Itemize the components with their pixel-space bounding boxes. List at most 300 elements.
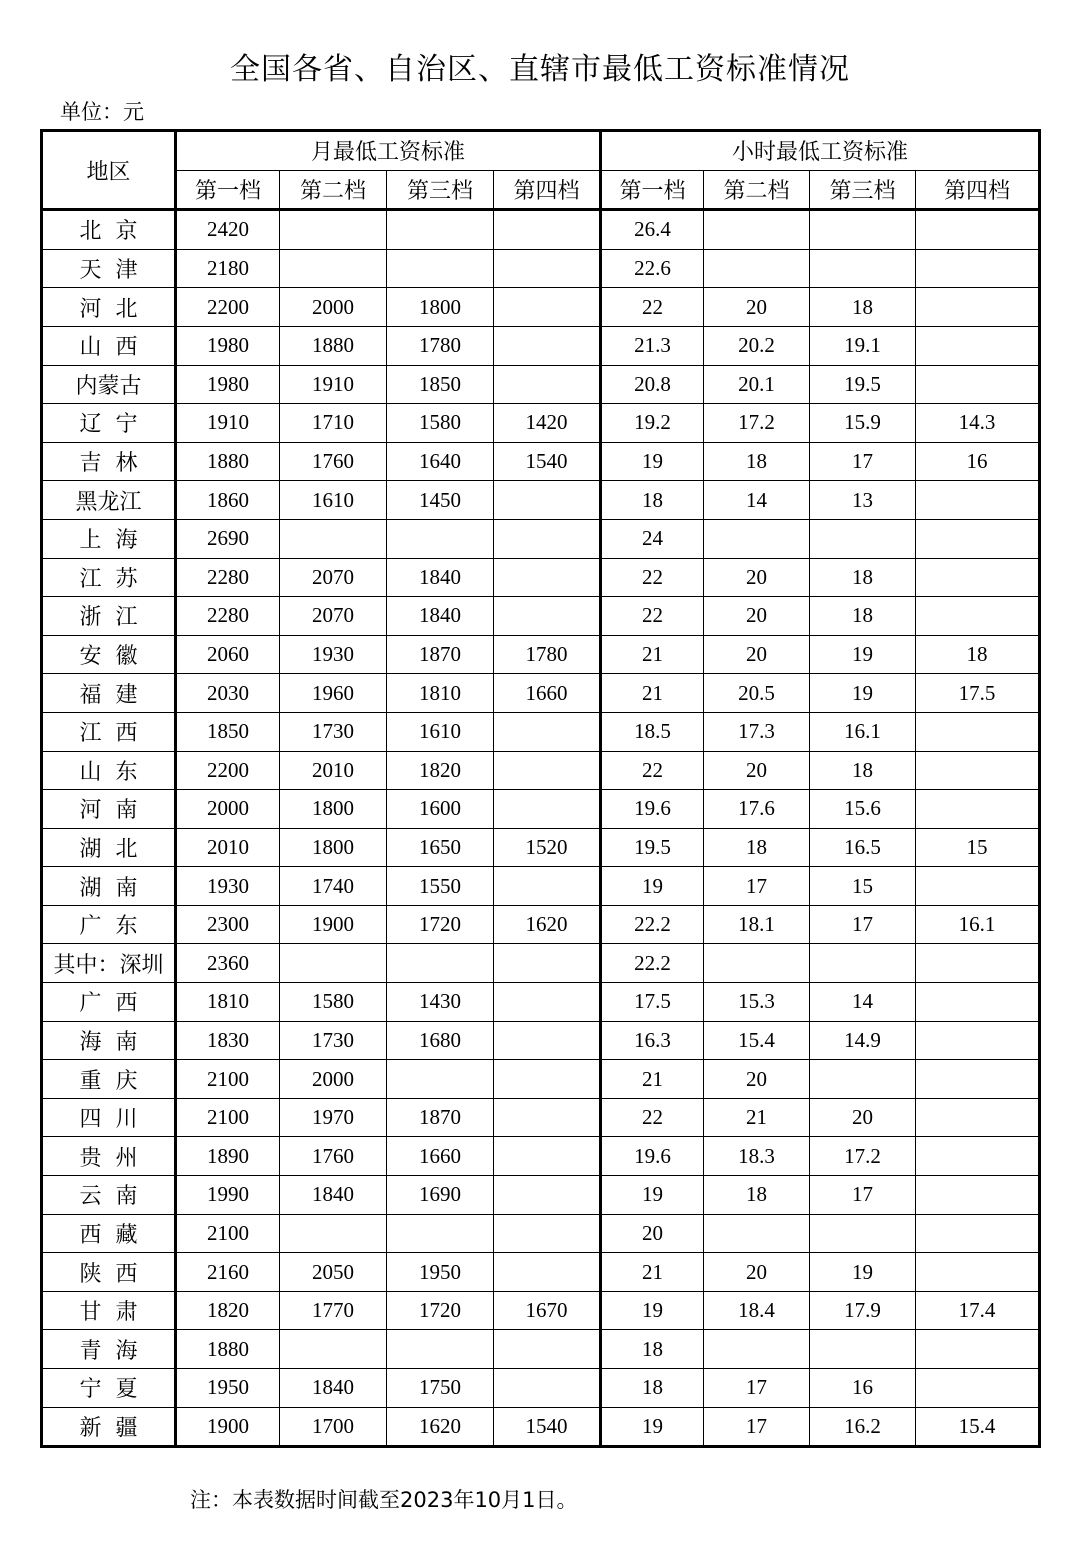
monthly-value-cell: 2280: [176, 558, 280, 597]
monthly-value-cell: [494, 1330, 601, 1369]
monthly-value-cell: 1910: [280, 365, 387, 404]
hourly-value-cell: 17.2: [704, 404, 810, 443]
hourly-value-cell: 20.8: [601, 365, 704, 404]
monthly-value-cell: 1880: [176, 442, 280, 481]
hourly-value-cell: 15: [810, 867, 916, 906]
table-row: [42, 1021, 1040, 1060]
hourly-value-cell: 19.5: [810, 365, 916, 404]
monthly-value-cell: 1760: [280, 1137, 387, 1176]
header-row-groups: [42, 131, 1040, 171]
monthly-value-cell: [494, 597, 601, 636]
hourly-value-cell: [810, 1330, 916, 1369]
monthly-value-cell: 2420: [176, 210, 280, 250]
hourly-value-cell: 20: [704, 1253, 810, 1292]
table-row: [42, 1060, 1040, 1099]
hourly-value-cell: 18: [704, 442, 810, 481]
monthly-value-cell: [387, 519, 494, 558]
hourly-value-cell: 18.4: [704, 1291, 810, 1330]
table-row: [42, 404, 1040, 443]
monthly-value-cell: 1810: [387, 674, 494, 713]
footnote: 注：本表数据时间截至2023年10月1日。: [190, 1488, 578, 1512]
hourly-value-cell: [916, 983, 1040, 1022]
monthly-value-cell: [387, 249, 494, 288]
monthly-value-cell: 1820: [176, 1291, 280, 1330]
hourly-value-cell: 16.1: [810, 712, 916, 751]
monthly-value-cell: [494, 519, 601, 558]
table-row: [42, 1214, 1040, 1253]
monthly-value-cell: [280, 1330, 387, 1369]
monthly-value-cell: [280, 249, 387, 288]
monthly-value-cell: 1880: [176, 1330, 280, 1369]
hourly-tier-3: 第三档: [810, 170, 916, 210]
monthly-value-cell: [494, 326, 601, 365]
hourly-value-cell: 24: [601, 519, 704, 558]
monthly-value-cell: 2060: [176, 635, 280, 674]
monthly-value-cell: 2030: [176, 674, 280, 713]
monthly-value-cell: 2010: [176, 828, 280, 867]
monthly-value-cell: 1950: [387, 1253, 494, 1292]
hourly-value-cell: 17.2: [810, 1137, 916, 1176]
hourly-tier-2: 第二档: [704, 170, 810, 210]
table-row: [42, 558, 1040, 597]
hourly-value-cell: [810, 210, 916, 250]
monthly-value-cell: 1850: [176, 712, 280, 751]
hourly-value-cell: 22.6: [601, 249, 704, 288]
monthly-value-cell: 1780: [494, 635, 601, 674]
monthly-value-cell: 1620: [494, 905, 601, 944]
monthly-value-cell: 1760: [280, 442, 387, 481]
region-cell: 云 南: [42, 1176, 176, 1215]
hourly-value-cell: 15: [916, 828, 1040, 867]
hourly-value-cell: 16.5: [810, 828, 916, 867]
region-cell: 吉 林: [42, 442, 176, 481]
hourly-value-cell: 17: [810, 905, 916, 944]
monthly-value-cell: 1520: [494, 828, 601, 867]
region-cell: 其中：深圳: [42, 944, 176, 983]
hourly-value-cell: 15.4: [704, 1021, 810, 1060]
monthly-value-cell: 1660: [387, 1137, 494, 1176]
table-row: [42, 288, 1040, 327]
table-row: [42, 1098, 1040, 1137]
monthly-value-cell: [494, 558, 601, 597]
region-cell: 河 南: [42, 790, 176, 829]
region-cell: 广 西: [42, 983, 176, 1022]
hourly-value-cell: 20: [704, 288, 810, 327]
hourly-value-cell: 18: [810, 558, 916, 597]
hourly-header: 小时最低工资标准: [601, 131, 1040, 171]
monthly-value-cell: 1620: [387, 1407, 494, 1447]
monthly-value-cell: 2180: [176, 249, 280, 288]
monthly-value-cell: 1730: [280, 712, 387, 751]
monthly-value-cell: 1970: [280, 1098, 387, 1137]
monthly-value-cell: 1800: [387, 288, 494, 327]
region-cell: 湖 北: [42, 828, 176, 867]
table-row: [42, 442, 1040, 481]
hourly-value-cell: [704, 249, 810, 288]
region-cell: 广 东: [42, 905, 176, 944]
table-row: [42, 326, 1040, 365]
unit-label: 单位：元: [60, 100, 144, 124]
monthly-value-cell: 1660: [494, 674, 601, 713]
monthly-value-cell: [494, 944, 601, 983]
monthly-value-cell: [280, 944, 387, 983]
monthly-value-cell: 1700: [280, 1407, 387, 1447]
monthly-value-cell: 1650: [387, 828, 494, 867]
header-row-tiers: [42, 170, 1040, 210]
hourly-value-cell: 17.4: [916, 1291, 1040, 1330]
hourly-value-cell: 14: [704, 481, 810, 520]
table-row: [42, 867, 1040, 906]
hourly-value-cell: [916, 365, 1040, 404]
monthly-value-cell: 2000: [280, 1060, 387, 1099]
region-cell: 湖 南: [42, 867, 176, 906]
table-row: [42, 1330, 1040, 1369]
hourly-value-cell: 22: [601, 1098, 704, 1137]
hourly-value-cell: 17.5: [916, 674, 1040, 713]
monthly-value-cell: [494, 1369, 601, 1408]
monthly-value-cell: 1800: [280, 790, 387, 829]
hourly-value-cell: 19: [601, 867, 704, 906]
hourly-value-cell: 18: [916, 635, 1040, 674]
monthly-value-cell: 2070: [280, 597, 387, 636]
region-cell: 重 庆: [42, 1060, 176, 1099]
monthly-value-cell: 2010: [280, 751, 387, 790]
hourly-value-cell: 18.1: [704, 905, 810, 944]
monthly-value-cell: 2100: [176, 1098, 280, 1137]
monthly-value-cell: 1870: [387, 1098, 494, 1137]
monthly-value-cell: 1600: [387, 790, 494, 829]
monthly-tier-4: 第四档: [494, 170, 601, 210]
hourly-value-cell: 21: [601, 635, 704, 674]
monthly-value-cell: 1750: [387, 1369, 494, 1408]
hourly-value-cell: 19: [810, 674, 916, 713]
hourly-value-cell: [916, 288, 1040, 327]
monthly-value-cell: 2000: [176, 790, 280, 829]
monthly-value-cell: 1540: [494, 442, 601, 481]
hourly-value-cell: [916, 519, 1040, 558]
hourly-value-cell: [810, 249, 916, 288]
hourly-value-cell: 17: [810, 1176, 916, 1215]
region-cell: 青 海: [42, 1330, 176, 1369]
hourly-value-cell: [916, 481, 1040, 520]
hourly-value-cell: 16: [916, 442, 1040, 481]
monthly-value-cell: 2300: [176, 905, 280, 944]
hourly-value-cell: [916, 597, 1040, 636]
monthly-value-cell: [387, 944, 494, 983]
monthly-value-cell: [494, 1021, 601, 1060]
hourly-value-cell: 20: [704, 558, 810, 597]
hourly-value-cell: 14.3: [916, 404, 1040, 443]
table-row: [42, 944, 1040, 983]
hourly-value-cell: 16.1: [916, 905, 1040, 944]
region-cell: 内蒙古: [42, 365, 176, 404]
hourly-value-cell: 18: [810, 751, 916, 790]
hourly-value-cell: [916, 1060, 1040, 1099]
monthly-value-cell: 1710: [280, 404, 387, 443]
monthly-value-cell: 1910: [176, 404, 280, 443]
monthly-value-cell: [387, 1214, 494, 1253]
monthly-value-cell: 1780: [387, 326, 494, 365]
hourly-value-cell: [810, 944, 916, 983]
hourly-value-cell: [810, 519, 916, 558]
table-row: [42, 790, 1040, 829]
hourly-value-cell: 22: [601, 558, 704, 597]
hourly-value-cell: 22.2: [601, 905, 704, 944]
monthly-value-cell: 2280: [176, 597, 280, 636]
monthly-value-cell: 1550: [387, 867, 494, 906]
region-cell: 天 津: [42, 249, 176, 288]
monthly-value-cell: 1730: [280, 1021, 387, 1060]
region-cell: 甘 肃: [42, 1291, 176, 1330]
monthly-value-cell: 1980: [176, 326, 280, 365]
monthly-value-cell: 2690: [176, 519, 280, 558]
monthly-value-cell: [494, 712, 601, 751]
hourly-value-cell: [704, 1330, 810, 1369]
monthly-value-cell: [494, 1253, 601, 1292]
hourly-value-cell: [916, 1214, 1040, 1253]
hourly-value-cell: 20: [810, 1098, 916, 1137]
monthly-value-cell: [494, 1098, 601, 1137]
monthly-value-cell: 2160: [176, 1253, 280, 1292]
monthly-header: 月最低工资标准: [176, 131, 601, 171]
table-row: [42, 1407, 1040, 1447]
table-row: [42, 751, 1040, 790]
monthly-value-cell: 1540: [494, 1407, 601, 1447]
hourly-value-cell: 20: [704, 635, 810, 674]
monthly-value-cell: 1770: [280, 1291, 387, 1330]
region-cell: 辽 宁: [42, 404, 176, 443]
hourly-value-cell: 17: [704, 1407, 810, 1447]
hourly-value-cell: 22: [601, 288, 704, 327]
monthly-value-cell: 1950: [176, 1369, 280, 1408]
monthly-value-cell: 1840: [387, 597, 494, 636]
hourly-value-cell: 20: [704, 751, 810, 790]
monthly-value-cell: [494, 1137, 601, 1176]
region-cell: 海 南: [42, 1021, 176, 1060]
hourly-value-cell: 17.6: [704, 790, 810, 829]
hourly-value-cell: 18: [704, 1176, 810, 1215]
region-cell: 宁 夏: [42, 1369, 176, 1408]
monthly-value-cell: 1680: [387, 1021, 494, 1060]
table-row: [42, 481, 1040, 520]
monthly-value-cell: 2050: [280, 1253, 387, 1292]
hourly-value-cell: [704, 210, 810, 250]
monthly-value-cell: [494, 249, 601, 288]
monthly-value-cell: 1670: [494, 1291, 601, 1330]
hourly-value-cell: 21.3: [601, 326, 704, 365]
monthly-value-cell: [494, 1060, 601, 1099]
hourly-value-cell: 15.4: [916, 1407, 1040, 1447]
monthly-value-cell: 1880: [280, 326, 387, 365]
table-row: [42, 674, 1040, 713]
hourly-value-cell: 19: [810, 635, 916, 674]
monthly-value-cell: 1890: [176, 1137, 280, 1176]
document-title: 全国各省、自治区、直辖市最低工资标准情况: [230, 52, 850, 87]
hourly-value-cell: 19.2: [601, 404, 704, 443]
minimum-wage-table: [40, 129, 1041, 1448]
region-cell: 西 藏: [42, 1214, 176, 1253]
hourly-value-cell: [704, 1214, 810, 1253]
hourly-value-cell: 18: [601, 1330, 704, 1369]
hourly-value-cell: [916, 1253, 1040, 1292]
region-cell: 新 疆: [42, 1407, 176, 1447]
region-cell: 黑龙江: [42, 481, 176, 520]
monthly-value-cell: [494, 751, 601, 790]
table-row: [42, 635, 1040, 674]
hourly-value-cell: [916, 1369, 1040, 1408]
hourly-value-cell: 18: [601, 481, 704, 520]
hourly-value-cell: 17: [704, 867, 810, 906]
hourly-value-cell: 14: [810, 983, 916, 1022]
region-cell: 山 西: [42, 326, 176, 365]
monthly-value-cell: 1610: [387, 712, 494, 751]
table-row: [42, 210, 1040, 250]
hourly-value-cell: [916, 326, 1040, 365]
region-cell: 陕 西: [42, 1253, 176, 1292]
hourly-value-cell: 16: [810, 1369, 916, 1408]
hourly-value-cell: [916, 1098, 1040, 1137]
monthly-value-cell: 1430: [387, 983, 494, 1022]
hourly-value-cell: 15.9: [810, 404, 916, 443]
monthly-value-cell: [494, 790, 601, 829]
hourly-value-cell: 15.3: [704, 983, 810, 1022]
region-cell: 贵 州: [42, 1137, 176, 1176]
hourly-value-cell: 20.1: [704, 365, 810, 404]
hourly-value-cell: 17: [810, 442, 916, 481]
hourly-value-cell: 16.3: [601, 1021, 704, 1060]
monthly-value-cell: 1980: [176, 365, 280, 404]
monthly-value-cell: 2000: [280, 288, 387, 327]
monthly-value-cell: 1690: [387, 1176, 494, 1215]
monthly-value-cell: [494, 481, 601, 520]
table-row: [42, 249, 1040, 288]
hourly-value-cell: 20.2: [704, 326, 810, 365]
monthly-tier-3: 第三档: [387, 170, 494, 210]
table-row: [42, 712, 1040, 751]
hourly-value-cell: 20.5: [704, 674, 810, 713]
table-row: [42, 983, 1040, 1022]
monthly-value-cell: 1850: [387, 365, 494, 404]
hourly-value-cell: 21: [601, 1253, 704, 1292]
hourly-value-cell: [916, 1176, 1040, 1215]
monthly-value-cell: 1810: [176, 983, 280, 1022]
table-body: [42, 210, 1040, 1447]
hourly-value-cell: [810, 1214, 916, 1253]
hourly-value-cell: 19: [601, 1176, 704, 1215]
monthly-value-cell: [494, 1176, 601, 1215]
hourly-value-cell: 19: [601, 1291, 704, 1330]
hourly-value-cell: 13: [810, 481, 916, 520]
hourly-value-cell: 18: [810, 597, 916, 636]
hourly-value-cell: [916, 1021, 1040, 1060]
monthly-value-cell: 1580: [387, 404, 494, 443]
table-row: [42, 1369, 1040, 1408]
hourly-value-cell: [916, 210, 1040, 250]
hourly-value-cell: 19: [601, 1407, 704, 1447]
monthly-value-cell: [494, 867, 601, 906]
hourly-value-cell: 20: [704, 1060, 810, 1099]
monthly-value-cell: 1840: [280, 1176, 387, 1215]
monthly-tier-2: 第二档: [280, 170, 387, 210]
monthly-value-cell: 1870: [387, 635, 494, 674]
monthly-value-cell: [494, 983, 601, 1022]
hourly-value-cell: 20: [601, 1214, 704, 1253]
table-row: [42, 1176, 1040, 1215]
hourly-tier-4: 第四档: [916, 170, 1040, 210]
hourly-value-cell: 17.9: [810, 1291, 916, 1330]
hourly-value-cell: 19.1: [810, 326, 916, 365]
hourly-value-cell: [916, 1330, 1040, 1369]
table-row: [42, 519, 1040, 558]
hourly-value-cell: 18: [810, 288, 916, 327]
monthly-value-cell: 1800: [280, 828, 387, 867]
monthly-value-cell: 1450: [387, 481, 494, 520]
monthly-value-cell: 1840: [387, 558, 494, 597]
hourly-value-cell: [916, 867, 1040, 906]
monthly-value-cell: 1720: [387, 905, 494, 944]
hourly-value-cell: [916, 558, 1040, 597]
hourly-value-cell: 19: [810, 1253, 916, 1292]
monthly-value-cell: [494, 365, 601, 404]
table-row: [42, 828, 1040, 867]
monthly-value-cell: [387, 1060, 494, 1099]
monthly-value-cell: 1820: [387, 751, 494, 790]
monthly-value-cell: 1640: [387, 442, 494, 481]
monthly-value-cell: 2360: [176, 944, 280, 983]
region-header: 地区: [42, 131, 176, 210]
table-row: [42, 1253, 1040, 1292]
region-cell: 上 海: [42, 519, 176, 558]
monthly-value-cell: [494, 288, 601, 327]
hourly-value-cell: 26.4: [601, 210, 704, 250]
hourly-value-cell: 19: [601, 442, 704, 481]
table-row: [42, 905, 1040, 944]
monthly-tier-1: 第一档: [176, 170, 280, 210]
hourly-value-cell: [916, 1137, 1040, 1176]
hourly-value-cell: [916, 751, 1040, 790]
hourly-value-cell: [916, 249, 1040, 288]
hourly-value-cell: 19.5: [601, 828, 704, 867]
monthly-value-cell: 2200: [176, 751, 280, 790]
region-cell: 北 京: [42, 210, 176, 250]
hourly-value-cell: 16.2: [810, 1407, 916, 1447]
hourly-value-cell: [810, 1060, 916, 1099]
region-cell: 山 东: [42, 751, 176, 790]
monthly-value-cell: [494, 210, 601, 250]
monthly-value-cell: [280, 210, 387, 250]
hourly-value-cell: [916, 712, 1040, 751]
table-row: [42, 597, 1040, 636]
monthly-value-cell: 1930: [280, 635, 387, 674]
hourly-value-cell: 21: [601, 674, 704, 713]
hourly-value-cell: 18: [704, 828, 810, 867]
region-cell: 四 川: [42, 1098, 176, 1137]
monthly-value-cell: 1610: [280, 481, 387, 520]
monthly-value-cell: 1830: [176, 1021, 280, 1060]
hourly-value-cell: 18.3: [704, 1137, 810, 1176]
hourly-value-cell: [704, 944, 810, 983]
hourly-value-cell: 14.9: [810, 1021, 916, 1060]
monthly-value-cell: 1900: [176, 1407, 280, 1447]
monthly-value-cell: 1580: [280, 983, 387, 1022]
monthly-value-cell: 2070: [280, 558, 387, 597]
monthly-value-cell: 1930: [176, 867, 280, 906]
hourly-value-cell: 21: [704, 1098, 810, 1137]
monthly-value-cell: [280, 1214, 387, 1253]
hourly-value-cell: 17: [704, 1369, 810, 1408]
monthly-value-cell: 1960: [280, 674, 387, 713]
hourly-value-cell: 19.6: [601, 1137, 704, 1176]
